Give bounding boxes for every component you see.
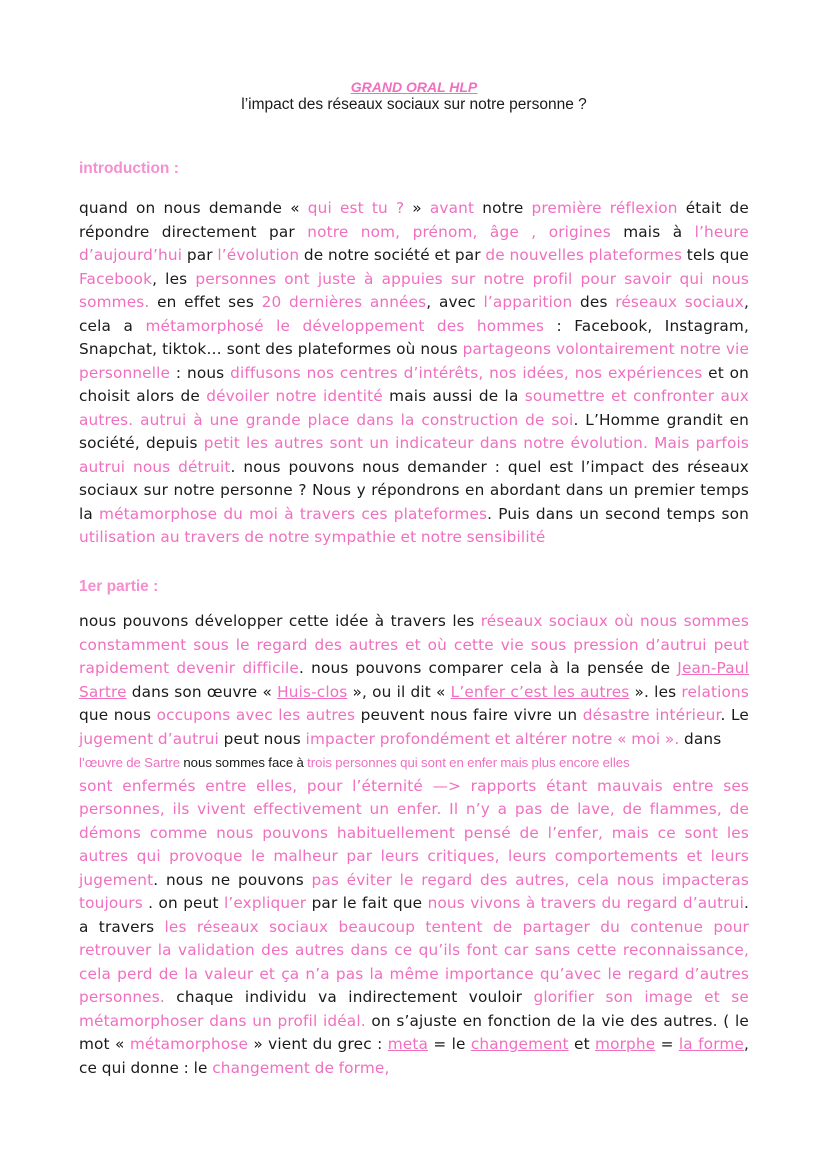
introduction-paragraph bbox=[79, 197, 749, 550]
text-run: Huis-clos bbox=[277, 682, 348, 701]
text-run: dans son œuvre « bbox=[126, 682, 278, 701]
text-run: la forme bbox=[678, 1035, 744, 1053]
text-run: morphe bbox=[595, 1035, 656, 1053]
text-run: réseaux sociaux où nous sommes constamment sous le regard des autres et où cette vie sous pression d’autrui peut rapidement devenir difficile bbox=[79, 612, 749, 677]
text-run: . Puis dans un second temps son bbox=[487, 504, 749, 523]
text-run: l’expliquer bbox=[223, 894, 307, 912]
text-run: occupons avec les autres bbox=[156, 706, 356, 724]
part1-text-a bbox=[79, 612, 749, 748]
text-run: soumettre et confronter aux autres. autrui à une grande place dans la construction de soi bbox=[79, 387, 750, 429]
text-run: peut nous bbox=[218, 729, 306, 748]
text-run: partageons volontairement notre vie personnelle bbox=[79, 340, 749, 382]
text-run: = le bbox=[428, 1035, 471, 1053]
text-run: » vient du grec : bbox=[248, 1035, 388, 1053]
text-run: changement bbox=[470, 1035, 569, 1053]
text-run: que nous bbox=[79, 706, 157, 724]
introduction-heading: introduction : bbox=[79, 160, 179, 177]
text-run: sont enfermés entre elles, pour l’éternité —> rapports étant mauvais entre ses personnes, ils vivent effectivement un enfer. Il n’y a pas de lave, de flammes, de démons comme nous pouvons habituellement pensé de l’enfer, mais ce sont les autres qui provoque le malheur par leurs critiques, leurs comportements et leurs jugement bbox=[79, 776, 749, 889]
text-run: meta bbox=[387, 1035, 428, 1053]
text-run: personnes ont juste à appuies sur notre profil pour savoir qui nous sommes. bbox=[79, 269, 749, 311]
text-run: était de répondre directement par bbox=[79, 199, 749, 241]
text-run: nous vivons à travers du regard d’autrui bbox=[427, 894, 744, 912]
text-run: notre bbox=[474, 199, 532, 217]
text-run: l’heure d’aujourd’hui bbox=[79, 222, 749, 264]
part1-sartre-line bbox=[79, 751, 749, 775]
text-run: diffusons nos centres d’intérêts, nos idées, nos expériences bbox=[230, 363, 703, 382]
text-run: dévoiler notre identité bbox=[206, 387, 383, 405]
text-run: Facebook bbox=[79, 269, 153, 288]
text-run: métamorphose du moi à travers ces plateformes bbox=[99, 504, 488, 523]
part1-text-b bbox=[79, 777, 749, 1077]
text-run: chaque individu va indirectement vouloir bbox=[164, 988, 534, 1006]
text-run: réseaux sociaux bbox=[615, 293, 744, 311]
text-run: . nous ne pouvons bbox=[153, 870, 312, 889]
text-run: quand on nous demande « bbox=[79, 199, 308, 217]
text-run: impacter profondément et altérer notre « moi ». bbox=[305, 729, 680, 748]
document-title: GRAND ORAL HLP bbox=[350, 79, 478, 95]
text-run: de notre société et par bbox=[299, 246, 486, 264]
text-run: relations bbox=[681, 682, 749, 701]
text-run: notre nom, prénom, âge , origines bbox=[307, 222, 611, 241]
text-run: , cela a bbox=[79, 293, 749, 335]
text-run: l’apparition bbox=[483, 293, 573, 311]
text-run: » bbox=[404, 199, 430, 217]
part1-heading: 1er partie : bbox=[79, 578, 159, 595]
text-run: nous sommes face à bbox=[180, 755, 308, 770]
text-run: et on choisit alors de bbox=[79, 363, 749, 405]
text-run: changement de forme, bbox=[212, 1058, 390, 1077]
text-run: première réflexion bbox=[531, 199, 678, 217]
text-run: utilisation au travers de notre sympathie et notre sensibilité bbox=[79, 528, 546, 546]
text-run: l’évolution bbox=[217, 246, 300, 264]
text-run: : nous bbox=[170, 363, 231, 382]
text-run: l’œuvre de Sartre bbox=[79, 755, 181, 770]
text-run: : Facebook, Instagram, Snapchat, tiktok… sont des plateformes où nous bbox=[79, 316, 749, 358]
text-run: . a travers bbox=[79, 894, 749, 936]
text-run: . nous pouvons comparer cela à la pensée de bbox=[299, 659, 678, 677]
text-run: L’enfer c’est les autres bbox=[450, 682, 630, 701]
text-run: petit les autres sont un indicateur dans notre évolution. Mais parfois autrui nous détruit bbox=[79, 434, 749, 476]
text-run: peuvent nous faire vivre un bbox=[355, 706, 583, 724]
text-run: , avec bbox=[426, 293, 484, 311]
text-run: des bbox=[572, 293, 616, 311]
text-run: désastre intérieur bbox=[582, 706, 721, 724]
text-run: trois personnes qui sont en enfer mais plus encore elles bbox=[307, 755, 630, 770]
text-run: avant bbox=[429, 199, 475, 217]
text-run: pas éviter le regard des autres, cela nous impacteras toujours bbox=[79, 870, 749, 912]
text-run: . on peut bbox=[142, 894, 224, 912]
text-run: 20 dernières années bbox=[261, 293, 427, 311]
text-run: glorifier son image et se métamorphoser dans un profil idéal. bbox=[79, 988, 749, 1030]
document-subtitle: l’impact des réseaux sociaux sur notre personne ? bbox=[241, 96, 587, 113]
text-run: Jean-Paul Sartre bbox=[79, 659, 749, 701]
text-run: on s’ajuste en fonction de la vie des autres. ( le mot « bbox=[79, 1011, 749, 1053]
text-run: par le fait que bbox=[306, 894, 428, 912]
text-run: tels que bbox=[682, 246, 749, 264]
text-run: mais à bbox=[610, 222, 695, 241]
text-run: , les bbox=[152, 269, 196, 288]
text-run: en effet ses bbox=[149, 293, 262, 311]
text-run: métamorphosé le développement des hommes bbox=[145, 316, 545, 335]
text-run: = bbox=[655, 1035, 679, 1053]
text-run: de nouvelles plateformes bbox=[485, 246, 683, 264]
text-run: », ou il dit « bbox=[347, 682, 451, 701]
text-run: jugement d’autrui bbox=[79, 729, 219, 748]
text-run: dans bbox=[679, 729, 722, 748]
text-run: . Le bbox=[720, 706, 749, 724]
text-run: par bbox=[182, 246, 218, 264]
text-run: , ce qui donne : le bbox=[79, 1035, 749, 1077]
text-run: ». les bbox=[629, 682, 682, 701]
text-run: métamorphose bbox=[129, 1035, 249, 1053]
text-run: . nous pouvons nous demander : quel est l’impact des réseaux sociaux sur notre personne ? Nous y répondrons en abordant dans un premier temps la bbox=[79, 457, 749, 523]
text-run: . L’Homme grandit en société, depuis bbox=[79, 410, 749, 452]
text-run: mais aussi de la bbox=[382, 387, 525, 405]
text-run: nous pouvons développer cette idée à travers les bbox=[79, 612, 481, 630]
text-run: les réseaux sociaux beaucoup tentent de partager du contenue pour retrouver la validation des autres dans ce qu’ils font car sans cette reconnaissance, cela perd de la valeur et ça n’a pas la même importance qu’avec le regard d’autres personnes. bbox=[79, 917, 749, 1006]
text-run: qui est tu ? bbox=[307, 199, 405, 217]
part1-paragraph bbox=[79, 610, 749, 1080]
text-run: et bbox=[568, 1035, 596, 1053]
